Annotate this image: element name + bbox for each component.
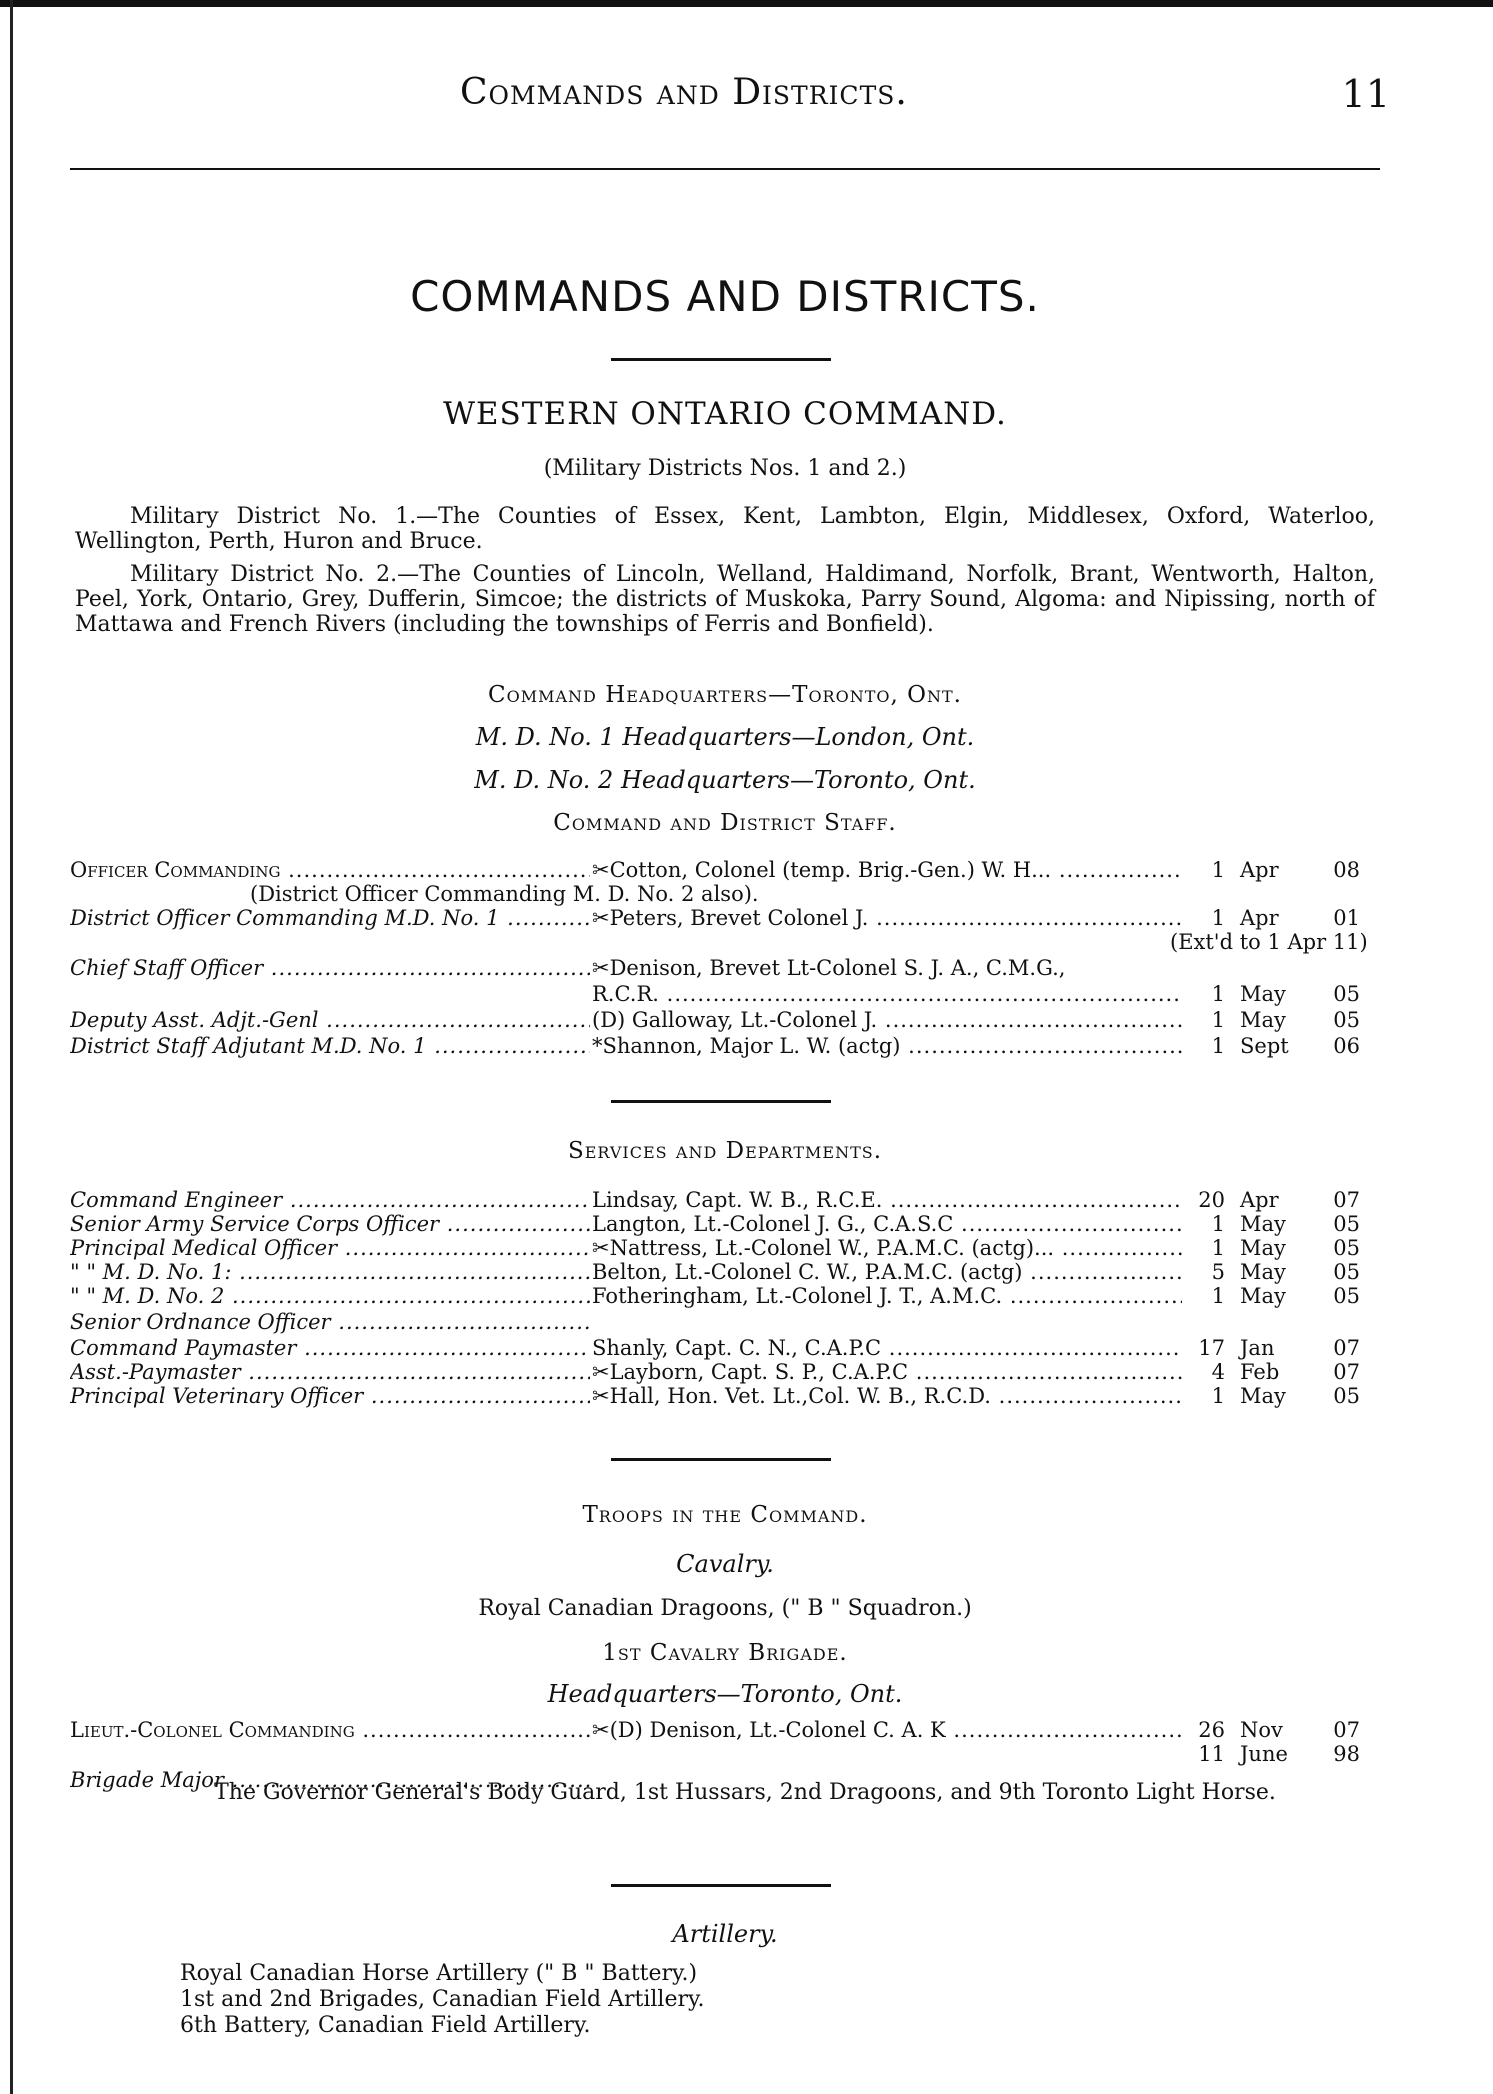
row-year: 08 (1333, 858, 1360, 882)
table-row (70, 858, 1390, 882)
row-day: 1 (1211, 982, 1225, 1006)
row-name: Belton, Lt.-Colonel C. W., P.A.M.C. (actg) ..... (592, 1260, 1182, 1284)
header-rule (70, 168, 1380, 170)
row-day: 17 (1198, 1336, 1225, 1360)
brigade-units: The Governor General's Body Guard, 1st Hussars, 2nd Dragoons, and 9th Toronto Light Horse. (214, 1780, 1276, 1805)
row-month: May (1240, 982, 1286, 1006)
binding-edge (10, 0, 13, 2094)
row-year: 07 (1333, 1188, 1360, 1212)
district-2-description (75, 562, 1375, 637)
row-label: Lieut.-Colonel Commanding ..... (70, 1718, 590, 1742)
staff-heading: Command and District Staff. (553, 810, 897, 836)
row-month: May (1240, 1236, 1286, 1260)
section-divider (611, 1458, 831, 1461)
row-name: ✂Cotton, Colonel (temp. Brig.-Gen.) W. H... ..... (592, 858, 1182, 882)
row-month: May (1240, 1008, 1286, 1032)
row-label: Command Paymaster ..... (70, 1336, 590, 1360)
row-name: Langton, Lt.-Colonel J. G., C.A.S.C ..... (592, 1212, 1182, 1236)
cavalry-heading: Cavalry. (676, 1550, 774, 1578)
row-year: 05 (1333, 1212, 1360, 1236)
table-row (70, 1742, 1390, 1766)
brigade-name: 1st Cavalry Brigade. (602, 1640, 848, 1666)
row-label: Asst.-Paymaster ..... (70, 1360, 590, 1384)
brigade-headquarters: Headquarters—Toronto, Ont. (547, 1680, 903, 1708)
row-label: Command Engineer ..... (70, 1188, 590, 1212)
table-row (70, 1008, 1390, 1032)
md1-headquarters: M. D. No. 1 Headquarters—London, Ont. (475, 723, 975, 751)
row-name: ✂Layborn, Capt. S. P., C.A.P.C ..... (592, 1360, 1182, 1384)
row-month: Nov (1240, 1718, 1283, 1742)
row-day: 1 (1211, 858, 1225, 882)
row-month: Apr (1240, 906, 1279, 930)
table-row (70, 982, 1390, 1006)
row-day: 1 (1211, 1384, 1225, 1408)
row-year: 05 (1333, 1260, 1360, 1284)
row-name: ✂Nattress, Lt.-Colonel W., P.A.M.C. (actg)... ..... (592, 1236, 1182, 1260)
staff-note-district: (District Officer Commanding M. D. No. 2 also). (250, 882, 759, 906)
table-row (70, 906, 1390, 930)
row-year: 07 (1333, 1718, 1360, 1742)
page (60, 0, 1390, 2094)
row-month: Jan (1240, 1336, 1275, 1360)
row-name: R.C.R. ..... (592, 982, 1182, 1006)
row-month: May (1240, 1284, 1286, 1308)
row-month: June (1240, 1742, 1288, 1766)
main-title: COMMANDS AND DISTRICTS. (410, 272, 1040, 321)
row-name: ✂(D) Denison, Lt.-Colonel C. A. K ..... (592, 1718, 1182, 1742)
artillery-heading: Artillery. (672, 1920, 778, 1948)
section-divider (611, 1100, 831, 1103)
row-day: 1 (1211, 1034, 1225, 1058)
row-day: 5 (1211, 1260, 1225, 1284)
table-row (70, 1310, 1390, 1334)
table-row (70, 1236, 1390, 1260)
table-row (70, 1212, 1390, 1236)
row-month: Sept (1240, 1034, 1289, 1058)
row-month: Apr (1240, 1188, 1279, 1212)
row-label: Officer Commanding ..... (70, 858, 590, 882)
row-year: 05 (1333, 1384, 1360, 1408)
artillery-unit: 1st and 2nd Brigades, Canadian Field Artillery. (180, 1987, 705, 2012)
row-day: 20 (1198, 1188, 1225, 1212)
row-day: 26 (1198, 1718, 1225, 1742)
row-day: 1 (1211, 906, 1225, 930)
row-name: *Shannon, Major L. W. (actg) ..... (592, 1034, 1182, 1058)
table-row (70, 1360, 1390, 1384)
table-row (70, 1336, 1390, 1360)
row-year: 01 (1333, 906, 1360, 930)
row-year: 05 (1333, 982, 1360, 1006)
row-label: District Officer Commanding M.D. No. 1 ..... (70, 906, 590, 930)
row-name: Shanly, Capt. C. N., C.A.P.C ..... (592, 1336, 1182, 1360)
row-day: 1 (1211, 1212, 1225, 1236)
section-divider (611, 1884, 831, 1887)
command-headquarters: Command Headquarters—Toronto, Ont. (488, 682, 962, 708)
row-year: 05 (1333, 1236, 1360, 1260)
row-name: (D) Galloway, Lt.-Colonel J. ..... (592, 1008, 1182, 1032)
row-day: 11 (1198, 1742, 1225, 1766)
row-label: Deputy Asst. Adjt.-Genl ..... (70, 1008, 590, 1032)
row-year: 06 (1333, 1034, 1360, 1058)
table-row (70, 1718, 1390, 1742)
row-label: Senior Ordnance Officer ..... (70, 1310, 590, 1334)
troops-heading: Troops in the Command. (582, 1502, 868, 1528)
row-label: Principal Veterinary Officer ..... (70, 1384, 590, 1408)
row-label: Chief Staff Officer ..... (70, 956, 590, 980)
cavalry-unit: Royal Canadian Dragoons, (" B " Squadron.) (478, 1596, 972, 1621)
row-month: May (1240, 1212, 1286, 1236)
table-row (70, 1284, 1390, 1308)
section-divider (611, 358, 831, 361)
table-row (70, 1188, 1390, 1212)
table-row (70, 1260, 1390, 1284)
running-head (60, 72, 1390, 122)
row-month: May (1240, 1384, 1286, 1408)
command-title: WESTERN ONTARIO COMMAND. (443, 396, 1007, 432)
row-label: District Staff Adjutant M.D. No. 1 ..... (70, 1034, 590, 1058)
page-number: 11 (1341, 72, 1390, 116)
district-1-text: Military District No. 1.—The Counties of Essex, Kent, Lambton, Elgin, Middlesex, Oxford, Waterloo, Wellington, Perth, Huron and Bruce. (75, 504, 1375, 554)
row-year: 07 (1333, 1336, 1360, 1360)
row-label: Principal Medical Officer ..... (70, 1236, 590, 1260)
running-title: Commands and Districts. (460, 72, 908, 113)
command-subtitle: (Military Districts Nos. 1 and 2.) (543, 456, 907, 481)
artillery-unit: 6th Battery, Canadian Field Artillery. (180, 2013, 591, 2038)
row-name: ✂Peters, Brevet Colonel J. ..... (592, 906, 1182, 930)
district-1-description (75, 504, 1375, 554)
row-label: Senior Army Service Corps Officer ..... (70, 1212, 590, 1236)
row-day: 1 (1211, 1284, 1225, 1308)
row-day: 4 (1211, 1360, 1225, 1384)
md2-headquarters: M. D. No. 2 Headquarters—Toronto, Ont. (474, 766, 976, 794)
district-2-text: Military District No. 2.—The Counties of Lincoln, Welland, Haldimand, Norfolk, Brant, Wentworth, Halton, Peel, York, Ontario, Grey, Dufferin, Simcoe; the districts of Muskoka, Parry Sound, Algoma: and Nipissing, north of Mattawa and French Rivers (including the townships of Ferris and Bonfield). (75, 562, 1375, 637)
table-row (70, 1384, 1390, 1408)
row-day: 1 (1211, 1008, 1225, 1032)
row-name: Lindsay, Capt. W. B., R.C.E. ..... (592, 1188, 1182, 1212)
row-month: Apr (1240, 858, 1279, 882)
row-name: ✂Hall, Hon. Vet. Lt.,Col. W. B., R.C.D. ..... (592, 1384, 1182, 1408)
row-month: Feb (1240, 1360, 1280, 1384)
row-month: May (1240, 1260, 1286, 1284)
row-label: " " M. D. No. 2 ..... (70, 1284, 590, 1308)
table-row (70, 956, 1390, 980)
row-year: 05 (1333, 1284, 1360, 1308)
staff-note-extension: (Ext'd to 1 Apr 11) (1170, 930, 1368, 954)
row-label: " " M. D. No. 1: ..... (70, 1260, 590, 1284)
row-name: ✂Denison, Brevet Lt-Colonel S. J. A., C.M.G., (592, 956, 1066, 980)
row-year: 98 (1333, 1742, 1360, 1766)
row-year: 05 (1333, 1008, 1360, 1032)
row-label: Brigade Major ..... (70, 1768, 590, 1792)
artillery-unit: Royal Canadian Horse Artillery (" B " Battery.) (180, 1961, 698, 1986)
table-row (70, 1034, 1390, 1058)
row-name: Fotheringham, Lt.-Colonel J. T., A.M.C. ..... (592, 1284, 1182, 1308)
row-day: 1 (1211, 1236, 1225, 1260)
services-heading: Services and Departments. (567, 1138, 883, 1164)
row-year: 07 (1333, 1360, 1360, 1384)
